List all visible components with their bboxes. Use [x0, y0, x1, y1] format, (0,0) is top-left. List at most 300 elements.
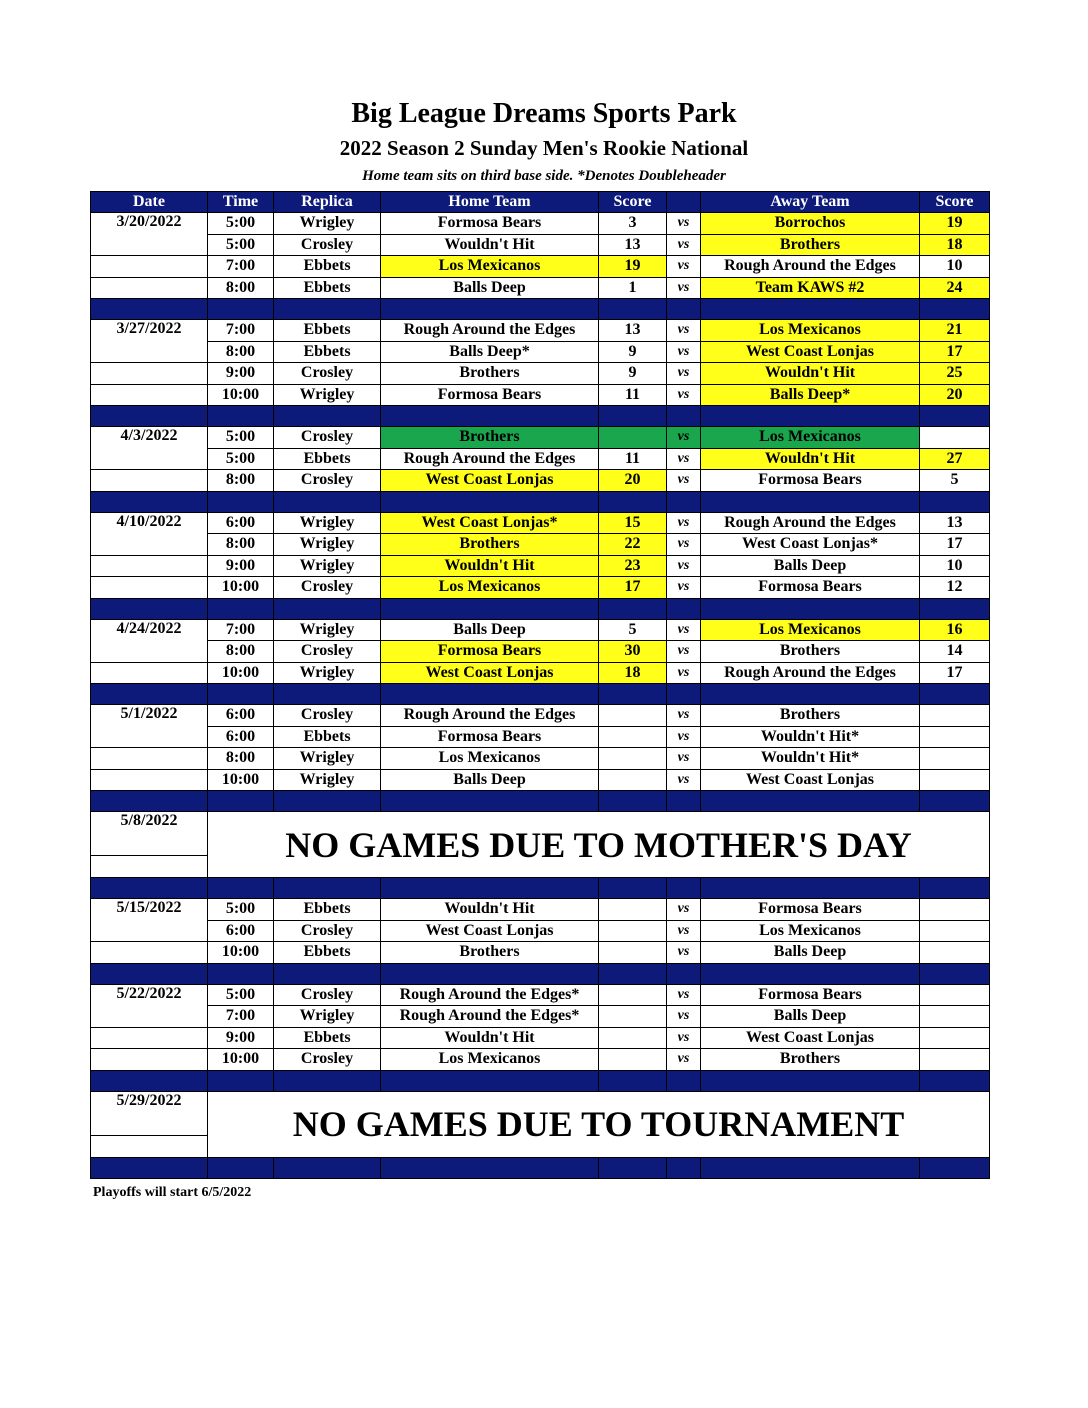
away-team-cell: Borrochos: [701, 213, 920, 235]
away-score-cell: 13: [920, 512, 990, 534]
date-cell-empty: [91, 1027, 208, 1049]
date-cell: 4/24/2022: [91, 619, 208, 641]
date-cell-empty: [91, 534, 208, 556]
date-cell: 5/15/2022: [91, 899, 208, 921]
separator-cell: [381, 963, 599, 984]
game-row: [91, 662, 990, 684]
away-score-cell: [920, 769, 990, 791]
home-score-cell: [599, 899, 667, 921]
away-team-cell: Team KAWS #2: [701, 277, 920, 299]
home-score-cell: 20: [599, 470, 667, 492]
separator-cell: [667, 1157, 701, 1178]
vs-cell: vs: [667, 920, 701, 942]
home-team-cell: Wouldn't Hit: [381, 1027, 599, 1049]
away-team-cell: West Coast Lonjas*: [701, 534, 920, 556]
separator-cell: [599, 491, 667, 512]
vs-cell: vs: [667, 534, 701, 556]
separator-cell: [208, 299, 274, 320]
away-team-cell: Balls Deep: [701, 555, 920, 577]
separator-cell: [599, 1070, 667, 1091]
time-cell: 8:00: [208, 534, 274, 556]
away-score-cell: 17: [920, 341, 990, 363]
home-team-cell: Wouldn't Hit: [381, 899, 599, 921]
time-cell: 7:00: [208, 1006, 274, 1028]
time-cell: 9:00: [208, 363, 274, 385]
separator-cell: [920, 1157, 990, 1178]
home-team-cell: Los Mexicanos: [381, 256, 599, 278]
game-row: [91, 213, 990, 235]
home-score-cell: [599, 942, 667, 964]
replica-cell: Crosley: [274, 363, 381, 385]
home-team-cell: Balls Deep: [381, 277, 599, 299]
separator-cell: [599, 791, 667, 812]
separator-cell: [381, 491, 599, 512]
vs-cell: vs: [667, 256, 701, 278]
separator-cell: [91, 406, 208, 427]
col-header-away-score: Score: [920, 192, 990, 213]
home-score-cell: [599, 1049, 667, 1071]
col-header-date: Date: [91, 192, 208, 213]
home-team-cell: Formosa Bears: [381, 726, 599, 748]
date-cell-empty: [91, 384, 208, 406]
home-score-cell: [599, 726, 667, 748]
separator-cell: [920, 963, 990, 984]
date-cell-empty: [91, 769, 208, 791]
separator-cell: [91, 963, 208, 984]
separator-cell: [701, 791, 920, 812]
col-header-vs: [667, 192, 701, 213]
game-row: [91, 363, 990, 385]
date-cell-empty: [91, 1113, 208, 1135]
away-score-cell: 17: [920, 534, 990, 556]
time-cell: 10:00: [208, 384, 274, 406]
home-score-cell: 23: [599, 555, 667, 577]
home-score-cell: [599, 984, 667, 1006]
separator-cell: [274, 1157, 381, 1178]
away-team-cell: Rough Around the Edges: [701, 256, 920, 278]
date-cell-empty: [91, 856, 208, 878]
separator-cell: [274, 299, 381, 320]
vs-cell: vs: [667, 769, 701, 791]
away-team-cell: Rough Around the Edges: [701, 662, 920, 684]
separator-cell: [920, 406, 990, 427]
col-header-home-score: Score: [599, 192, 667, 213]
time-cell: 7:00: [208, 320, 274, 342]
replica-cell: Wrigley: [274, 1006, 381, 1028]
away-team-cell: Formosa Bears: [701, 984, 920, 1006]
separator-cell: [667, 791, 701, 812]
separator-cell: [381, 791, 599, 812]
separator-cell: [274, 1070, 381, 1091]
vs-cell: vs: [667, 234, 701, 256]
week-separator: [91, 598, 990, 619]
vs-cell: vs: [667, 512, 701, 534]
vs-cell: vs: [667, 1006, 701, 1028]
date-cell-empty: [91, 662, 208, 684]
time-cell: 9:00: [208, 1027, 274, 1049]
replica-cell: Ebbets: [274, 899, 381, 921]
separator-cell: [701, 299, 920, 320]
date-cell-empty: [91, 920, 208, 942]
date-cell-empty: [91, 234, 208, 256]
game-row: [91, 320, 990, 342]
separator-cell: [274, 491, 381, 512]
separator-cell: [381, 406, 599, 427]
game-row: [91, 448, 990, 470]
home-team-cell: Wouldn't Hit: [381, 234, 599, 256]
time-cell: 8:00: [208, 470, 274, 492]
date-cell-empty: [91, 1135, 208, 1157]
notice-row: [91, 1091, 990, 1113]
separator-cell: [91, 299, 208, 320]
separator-cell: [701, 1157, 920, 1178]
away-score-cell: [920, 748, 990, 770]
separator-cell: [381, 299, 599, 320]
separator-cell: [208, 406, 274, 427]
replica-cell: Crosley: [274, 234, 381, 256]
separator-cell: [599, 598, 667, 619]
col-header-time: Time: [208, 192, 274, 213]
separator-cell: [599, 878, 667, 899]
separator-cell: [208, 598, 274, 619]
away-score-cell: 18: [920, 234, 990, 256]
away-team-cell: West Coast Lonjas: [701, 769, 920, 791]
replica-cell: Wrigley: [274, 384, 381, 406]
separator-cell: [667, 878, 701, 899]
home-team-cell: Brothers: [381, 427, 599, 449]
vs-cell: vs: [667, 341, 701, 363]
time-cell: 10:00: [208, 662, 274, 684]
separator-cell: [667, 491, 701, 512]
home-score-cell: 18: [599, 662, 667, 684]
vs-cell: vs: [667, 1027, 701, 1049]
home-score-cell: 15: [599, 512, 667, 534]
date-cell-empty: [91, 341, 208, 363]
separator-cell: [920, 791, 990, 812]
separator-cell: [208, 684, 274, 705]
separator-cell: [920, 491, 990, 512]
replica-cell: Crosley: [274, 984, 381, 1006]
page-title: Big League Dreams Sports Park: [351, 98, 737, 129]
away-team-cell: Balls Deep: [701, 1006, 920, 1028]
separator-cell: [701, 406, 920, 427]
vs-cell: vs: [667, 577, 701, 599]
separator-cell: [599, 1157, 667, 1178]
replica-cell: Wrigley: [274, 512, 381, 534]
separator-cell: [920, 598, 990, 619]
separator-cell: [208, 791, 274, 812]
time-cell: 8:00: [208, 277, 274, 299]
date-cell-empty: [91, 448, 208, 470]
home-team-cell: Los Mexicanos: [381, 1049, 599, 1071]
time-cell: 7:00: [208, 619, 274, 641]
separator-cell: [701, 491, 920, 512]
replica-cell: Ebbets: [274, 726, 381, 748]
replica-cell: Ebbets: [274, 448, 381, 470]
vs-cell: vs: [667, 705, 701, 727]
game-row: [91, 641, 990, 663]
home-score-cell: 13: [599, 320, 667, 342]
separator-cell: [208, 963, 274, 984]
home-team-cell: West Coast Lonjas*: [381, 512, 599, 534]
game-row: [91, 427, 990, 449]
schedule-table: [90, 191, 990, 1179]
vs-cell: vs: [667, 213, 701, 235]
home-team-cell: Rough Around the Edges*: [381, 1006, 599, 1028]
home-score-cell: 30: [599, 641, 667, 663]
replica-cell: Wrigley: [274, 534, 381, 556]
time-cell: 6:00: [208, 920, 274, 942]
replica-cell: Wrigley: [274, 662, 381, 684]
away-team-cell: Formosa Bears: [701, 577, 920, 599]
week-separator: [91, 491, 990, 512]
game-row: [91, 234, 990, 256]
game-row: [91, 341, 990, 363]
home-team-cell: Los Mexicanos: [381, 577, 599, 599]
time-cell: 8:00: [208, 748, 274, 770]
replica-cell: Crosley: [274, 705, 381, 727]
replica-cell: Ebbets: [274, 942, 381, 964]
vs-cell: vs: [667, 619, 701, 641]
home-score-cell: 13: [599, 234, 667, 256]
away-score-cell: 20: [920, 384, 990, 406]
away-team-cell: Brothers: [701, 1049, 920, 1071]
home-score-cell: 11: [599, 384, 667, 406]
separator-cell: [91, 684, 208, 705]
week-separator: [91, 1157, 990, 1178]
date-cell-empty: [91, 748, 208, 770]
vs-cell: vs: [667, 899, 701, 921]
separator-cell: [701, 963, 920, 984]
time-cell: 9:00: [208, 555, 274, 577]
separator-cell: [381, 1070, 599, 1091]
page-subtitle: 2022 Season 2 Sunday Men's Rookie National: [339, 136, 749, 160]
home-score-cell: [599, 920, 667, 942]
game-row: [91, 619, 990, 641]
away-team-cell: Wouldn't Hit*: [701, 726, 920, 748]
home-team-cell: Brothers: [381, 942, 599, 964]
replica-cell: Crosley: [274, 920, 381, 942]
separator-cell: [381, 684, 599, 705]
home-team-cell: Rough Around the Edges*: [381, 984, 599, 1006]
vs-cell: vs: [667, 470, 701, 492]
away-score-cell: 16: [920, 619, 990, 641]
home-team-cell: Los Mexicanos: [381, 748, 599, 770]
away-team-cell: Formosa Bears: [701, 470, 920, 492]
time-cell: 8:00: [208, 341, 274, 363]
replica-cell: Ebbets: [274, 320, 381, 342]
game-row: [91, 942, 990, 964]
vs-cell: vs: [667, 320, 701, 342]
date-cell-empty: [91, 1006, 208, 1028]
home-score-cell: 19: [599, 256, 667, 278]
home-score-cell: 5: [599, 619, 667, 641]
week-separator: [91, 1070, 990, 1091]
time-cell: 6:00: [208, 512, 274, 534]
home-score-cell: 9: [599, 341, 667, 363]
date-cell-empty: [91, 834, 208, 856]
date-cell-empty: [91, 641, 208, 663]
away-score-cell: [920, 920, 990, 942]
away-score-cell: [920, 899, 990, 921]
separator-cell: [667, 684, 701, 705]
date-cell-empty: [91, 942, 208, 964]
separator-cell: [701, 598, 920, 619]
away-score-cell: [920, 705, 990, 727]
home-team-cell: Brothers: [381, 534, 599, 556]
away-score-cell: 10: [920, 555, 990, 577]
game-row: [91, 920, 990, 942]
separator-cell: [701, 878, 920, 899]
game-row: [91, 256, 990, 278]
date-cell: 5/29/2022: [91, 1091, 208, 1113]
replica-cell: Crosley: [274, 470, 381, 492]
away-score-cell: 25: [920, 363, 990, 385]
replica-cell: Wrigley: [274, 213, 381, 235]
away-team-cell: Los Mexicanos: [701, 427, 920, 449]
away-score-cell: [920, 726, 990, 748]
away-team-cell: Los Mexicanos: [701, 320, 920, 342]
replica-cell: Crosley: [274, 641, 381, 663]
vs-cell: vs: [667, 726, 701, 748]
home-score-cell: 3: [599, 213, 667, 235]
date-cell-empty: [91, 577, 208, 599]
time-cell: 5:00: [208, 427, 274, 449]
away-team-cell: Formosa Bears: [701, 899, 920, 921]
away-team-cell: Balls Deep: [701, 942, 920, 964]
separator-cell: [920, 878, 990, 899]
separator-cell: [599, 406, 667, 427]
date-cell-empty: [91, 470, 208, 492]
away-score-cell: [920, 1006, 990, 1028]
separator-cell: [667, 963, 701, 984]
date-cell: 4/10/2022: [91, 512, 208, 534]
replica-cell: Crosley: [274, 577, 381, 599]
home-team-cell: West Coast Lonjas: [381, 662, 599, 684]
game-row: [91, 984, 990, 1006]
replica-cell: Wrigley: [274, 769, 381, 791]
away-score-cell: 24: [920, 277, 990, 299]
separator-cell: [667, 299, 701, 320]
separator-cell: [599, 299, 667, 320]
home-team-cell: West Coast Lonjas: [381, 470, 599, 492]
date-cell-empty: [91, 555, 208, 577]
week-separator: [91, 299, 990, 320]
home-score-cell: 9: [599, 363, 667, 385]
separator-cell: [381, 598, 599, 619]
time-cell: 5:00: [208, 213, 274, 235]
separator-cell: [381, 878, 599, 899]
away-score-cell: 10: [920, 256, 990, 278]
date-cell: 5/22/2022: [91, 984, 208, 1006]
home-team-cell: Rough Around the Edges: [381, 705, 599, 727]
vs-cell: vs: [667, 1049, 701, 1071]
home-team-cell: Rough Around the Edges: [381, 320, 599, 342]
vs-cell: vs: [667, 448, 701, 470]
home-score-cell: 22: [599, 534, 667, 556]
separator-cell: [274, 963, 381, 984]
replica-cell: Ebbets: [274, 277, 381, 299]
vs-cell: vs: [667, 942, 701, 964]
replica-cell: Crosley: [274, 427, 381, 449]
schedule-note: Home team sits on third base side. *Denotes Doubleheader: [362, 168, 726, 184]
time-cell: 5:00: [208, 984, 274, 1006]
time-cell: 5:00: [208, 899, 274, 921]
home-score-cell: [599, 427, 667, 449]
game-row: [91, 769, 990, 791]
separator-cell: [91, 1157, 208, 1178]
game-row: [91, 384, 990, 406]
replica-cell: Ebbets: [274, 341, 381, 363]
time-cell: 10:00: [208, 769, 274, 791]
week-separator: [91, 684, 990, 705]
vs-cell: vs: [667, 427, 701, 449]
away-score-cell: 27: [920, 448, 990, 470]
game-row: [91, 726, 990, 748]
playoffs-note: Playoffs will start 6/5/2022: [93, 1185, 252, 1200]
col-header-away-team: Away Team: [701, 192, 920, 213]
date-cell-empty: [91, 277, 208, 299]
away-score-cell: [920, 1049, 990, 1071]
separator-cell: [920, 1070, 990, 1091]
game-row: [91, 512, 990, 534]
away-score-cell: [920, 427, 990, 449]
separator-cell: [274, 598, 381, 619]
time-cell: 8:00: [208, 641, 274, 663]
separator-cell: [91, 878, 208, 899]
home-team-cell: Formosa Bears: [381, 384, 599, 406]
week-separator: [91, 791, 990, 812]
vs-cell: vs: [667, 277, 701, 299]
home-score-cell: [599, 769, 667, 791]
separator-cell: [274, 406, 381, 427]
game-row: [91, 1049, 990, 1071]
away-team-cell: Brothers: [701, 705, 920, 727]
away-team-cell: Balls Deep*: [701, 384, 920, 406]
vs-cell: vs: [667, 363, 701, 385]
replica-cell: Ebbets: [274, 256, 381, 278]
time-cell: 10:00: [208, 1049, 274, 1071]
replica-cell: Wrigley: [274, 619, 381, 641]
home-team-cell: Rough Around the Edges: [381, 448, 599, 470]
separator-cell: [667, 406, 701, 427]
away-team-cell: Wouldn't Hit*: [701, 748, 920, 770]
separator-cell: [91, 598, 208, 619]
game-row: [91, 1027, 990, 1049]
week-separator: [91, 878, 990, 899]
game-row: [91, 534, 990, 556]
col-header-replica: Replica: [274, 192, 381, 213]
away-score-cell: 19: [920, 213, 990, 235]
away-score-cell: 5: [920, 470, 990, 492]
replica-cell: Wrigley: [274, 555, 381, 577]
home-team-cell: Formosa Bears: [381, 213, 599, 235]
home-team-cell: Balls Deep: [381, 769, 599, 791]
home-score-cell: [599, 748, 667, 770]
away-team-cell: West Coast Lonjas: [701, 1027, 920, 1049]
separator-cell: [381, 1157, 599, 1178]
time-cell: 10:00: [208, 942, 274, 964]
game-row: [91, 470, 990, 492]
date-cell-empty: [91, 726, 208, 748]
separator-cell: [274, 684, 381, 705]
date-cell-empty: [91, 1049, 208, 1071]
replica-cell: Ebbets: [274, 1027, 381, 1049]
away-team-cell: West Coast Lonjas: [701, 341, 920, 363]
date-cell-empty: [91, 256, 208, 278]
time-cell: 7:00: [208, 256, 274, 278]
replica-cell: Wrigley: [274, 748, 381, 770]
